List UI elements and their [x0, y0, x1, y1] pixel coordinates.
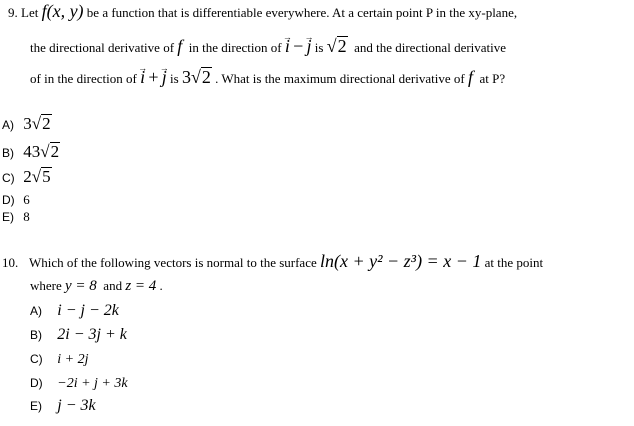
text: . What is the maximum directional derivative of — [215, 71, 465, 86]
vector-i: → i — [285, 38, 290, 54]
text: is — [314, 40, 324, 55]
choice-value — [23, 167, 51, 186]
choice-label: A) — [2, 118, 14, 132]
sqrt-expression: √2 — [40, 142, 60, 161]
choice-label: B) — [30, 328, 42, 342]
question-9-line-3 — [30, 67, 505, 87]
coefficient: 3 — [181, 67, 191, 87]
sqrt-expression: √2 — [326, 36, 347, 56]
question-number: 10. — [2, 255, 19, 270]
choice-e[interactable] — [2, 209, 30, 225]
question-number: 9. — [8, 5, 18, 20]
function-symbol: f — [177, 36, 183, 56]
vector-j: → j — [162, 69, 167, 85]
text: at P? — [479, 71, 506, 86]
sqrt-expression: √2 — [31, 114, 51, 133]
choice-b[interactable] — [30, 327, 127, 343]
choice-label: D) — [2, 193, 15, 207]
choice-d[interactable] — [2, 192, 30, 208]
text: at the point — [484, 255, 544, 270]
choice-value: i − j − 2k — [57, 302, 119, 319]
choice-value: i + 2j — [57, 352, 89, 367]
choice-label: A) — [30, 304, 42, 318]
choice-value — [23, 142, 60, 161]
choice-value: j − 3k — [57, 397, 96, 414]
vector-i: → i — [140, 69, 145, 85]
text: the directional derivative of — [30, 40, 175, 55]
choice-value: 8 — [23, 209, 30, 224]
choice-label: C) — [30, 352, 43, 366]
radicand: 5 — [42, 167, 51, 186]
choice-label: E) — [30, 399, 42, 413]
text: of in the direction of — [30, 71, 137, 86]
coefficient: 3 — [23, 114, 32, 133]
question-9-line-1 — [8, 3, 517, 21]
radicand: 2 — [337, 36, 347, 56]
question-10-line-2 — [30, 278, 163, 294]
question-10-line-1 — [2, 253, 543, 271]
choice-c[interactable] — [2, 167, 52, 186]
function-expression: f(x, y) — [41, 1, 84, 21]
choice-label: D) — [30, 376, 43, 390]
radicand: 2 — [42, 114, 51, 133]
coefficient: 2 — [23, 167, 32, 186]
condition-y: y = 8 — [65, 278, 97, 294]
vector-j: → j — [307, 38, 312, 54]
text: is — [170, 71, 179, 86]
text: be a function that is differentiable everywhere. At a certain point P in the xy-plane, — [86, 5, 518, 20]
radicand: 2 — [201, 67, 211, 87]
text: and — [103, 278, 123, 293]
choice-value — [23, 114, 51, 133]
surface-equation: ln(x + y² − z³) = x − 1 — [320, 251, 482, 271]
choice-label: E) — [2, 210, 14, 224]
choice-a[interactable] — [2, 114, 52, 133]
condition-z: z = 4 — [125, 278, 157, 294]
sqrt-expression: √2 — [190, 67, 211, 87]
choice-e[interactable] — [30, 398, 96, 414]
operator: + — [148, 67, 159, 87]
text: Let — [21, 5, 39, 20]
choice-c[interactable] — [30, 351, 88, 368]
choice-value: 2i − 3j + k — [57, 326, 127, 343]
text: where — [30, 278, 62, 293]
coefficient: 43 — [23, 142, 41, 161]
choice-b[interactable] — [2, 142, 60, 161]
choice-a[interactable] — [30, 303, 119, 319]
choice-value: 6 — [23, 192, 30, 207]
choice-value: −2i + j + 3k — [57, 376, 128, 391]
function-symbol: f — [467, 67, 473, 87]
question-9-line-2 — [30, 36, 506, 56]
text: Which of the following vectors is normal to the surface — [29, 255, 317, 270]
sqrt-expression: √5 — [31, 167, 51, 186]
text: . — [159, 278, 163, 293]
text: in the direction of — [188, 40, 282, 55]
choice-label: B) — [2, 146, 14, 160]
text: and the directional derivative — [354, 40, 507, 55]
choice-d[interactable] — [30, 375, 128, 392]
operator: − — [293, 36, 304, 56]
radicand: 2 — [50, 142, 60, 161]
choice-label: C) — [2, 171, 15, 185]
